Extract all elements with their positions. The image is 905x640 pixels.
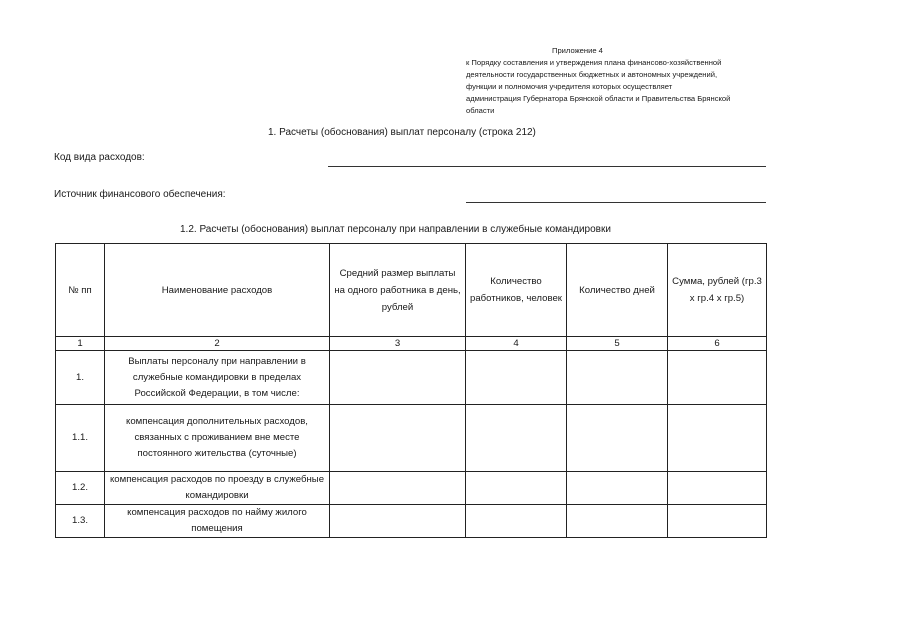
appendix-line: администрация Губернатора Брянской области и Правительства Брянской <box>466 94 731 103</box>
appendix-line: функции и полномочия учредителя которых осуществляет <box>466 82 673 91</box>
row-sum-cell <box>668 405 767 472</box>
appendix-line: области <box>466 106 495 115</box>
column-number: 1 <box>56 337 105 351</box>
row-name: компенсация расходов по найму жилого помещения <box>105 505 330 538</box>
table-header-row <box>56 244 767 337</box>
row-sum-cell <box>668 505 767 538</box>
row-avg-cell <box>330 472 466 505</box>
funding-source-line <box>466 202 766 203</box>
column-number: 4 <box>466 337 567 351</box>
row-name: компенсация дополнительных расходов, связанных с проживанием вне месте постоянного жительства (суточные) <box>105 405 330 472</box>
header-cell-days: Количество дней <box>567 244 668 337</box>
payments-table <box>55 243 767 538</box>
row-days-cell <box>567 405 668 472</box>
row-sum-cell <box>668 472 767 505</box>
row-number: 1. <box>56 351 105 405</box>
column-number: 2 <box>105 337 330 351</box>
row-sum-cell <box>668 351 767 405</box>
row-name: Выплаты персоналу при направлении в служебные командировки в пределах Российской Федерации, в том числе: <box>105 351 330 405</box>
row-avg-cell <box>330 351 466 405</box>
column-number-row <box>56 337 767 351</box>
appendix-line: деятельности государственных бюджетных и автономных учреждений, <box>466 70 718 79</box>
appendix-title: Приложение 4 <box>552 46 603 55</box>
table-row <box>56 405 767 472</box>
row-name: компенсация расходов по проезду в служебные командировки <box>105 472 330 505</box>
header-cell-sum: Сумма, рублей (гр.3 х гр.4 х гр.5) <box>668 244 767 337</box>
funding-source-label: Источник финансового обеспечения: <box>54 189 226 200</box>
row-days-cell <box>567 505 668 538</box>
row-workers-cell <box>466 405 567 472</box>
row-days-cell <box>567 351 668 405</box>
column-number: 3 <box>330 337 466 351</box>
column-number: 6 <box>668 337 767 351</box>
header-cell-num: № пп <box>56 244 105 337</box>
expense-code-line <box>328 166 766 167</box>
table-row <box>56 351 767 405</box>
header-cell-name: Наименование расходов <box>105 244 330 337</box>
row-avg-cell <box>330 405 466 472</box>
appendix-line: к Порядку составления и утверждения плана финансово-хозяйственной <box>466 58 722 67</box>
row-workers-cell <box>466 472 567 505</box>
table-row <box>56 505 767 538</box>
appendix-block <box>466 45 796 117</box>
row-number: 1.2. <box>56 472 105 505</box>
row-days-cell <box>567 472 668 505</box>
row-number: 1.3. <box>56 505 105 538</box>
row-workers-cell <box>466 351 567 405</box>
header-cell-avg: Средний размер выплаты на одного работника в день, рублей <box>330 244 466 337</box>
subsection-title: 1.2. Расчеты (обоснования) выплат персоналу при направлении в служебные командировки <box>180 224 611 235</box>
row-workers-cell <box>466 505 567 538</box>
row-avg-cell <box>330 505 466 538</box>
header-cell-workers: Количество работников, человек <box>466 244 567 337</box>
column-number: 5 <box>567 337 668 351</box>
expense-code-label: Код вида расходов: <box>54 152 145 163</box>
section-title: 1. Расчеты (обоснования) выплат персоналу (строка 212) <box>268 127 536 138</box>
row-number: 1.1. <box>56 405 105 472</box>
table-row <box>56 472 767 505</box>
